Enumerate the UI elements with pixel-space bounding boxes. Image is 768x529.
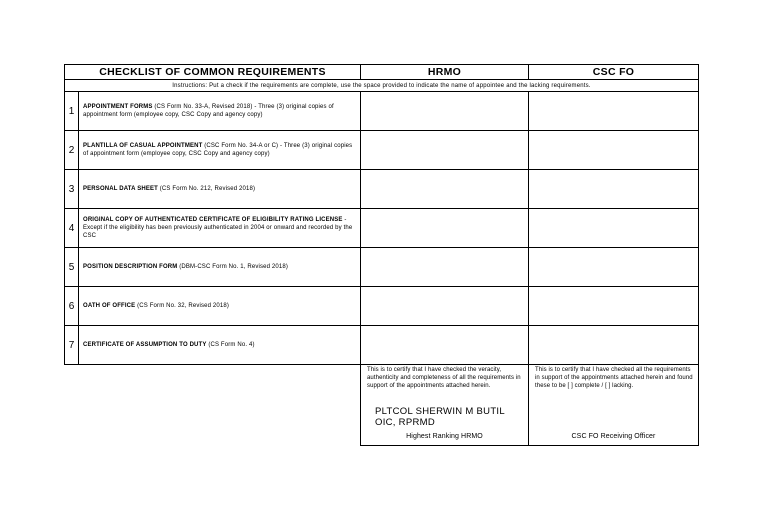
hrmo-signature-label: Highest Ranking HRMO [406, 433, 483, 440]
requirement-row [65, 326, 699, 365]
requirement-number: 4 [65, 209, 79, 248]
requirement-row [65, 248, 699, 287]
csc-certification-text: This is to certify that I have checked all the requirements in support of the appointments attached herein and found these to be [ ] complete / [ ] lacking. [535, 367, 693, 389]
instructions-text: Instructions: Put a check if the requirements are complete, use the space provided to indicate the name of appointee and the lacking requirements. [65, 80, 699, 92]
requirement-detail: (DBM-CSC Form No. 1, Revised 2018) [177, 264, 289, 270]
requirement-description [79, 248, 361, 287]
requirement-number: 3 [65, 170, 79, 209]
requirement-title: OATH OF OFFICE [83, 303, 136, 309]
hrmo-check-cell[interactable] [361, 248, 529, 287]
hrmo-certification-text: This is to certify that I have checked the veracity, authenticity and completeness of all the requirements in support of the appointments attached herein. [367, 367, 521, 389]
csc-fo-check-cell[interactable] [529, 170, 699, 209]
certification-area [360, 365, 699, 446]
requirement-title: POSITION DESCRIPTION FORM [83, 264, 178, 270]
requirement-detail: (CS Form No. 4) [206, 342, 255, 348]
hrmo-check-cell[interactable] [361, 131, 529, 170]
csc-fo-check-cell[interactable] [529, 326, 699, 365]
checklist-sheet [64, 64, 698, 365]
csc-fo-check-cell[interactable] [529, 209, 699, 248]
requirement-row [65, 92, 699, 131]
requirement-detail: (CS Form No. 212, Revised 2018) [157, 186, 256, 192]
hrmo-signer-name: PLTCOL SHERWIN M BUTIL [375, 406, 505, 417]
csc-fo-check-cell[interactable] [529, 287, 699, 326]
requirement-row [65, 209, 699, 248]
csc-certification-box [528, 365, 699, 446]
table-header-row [65, 65, 699, 80]
csc-fo-column-header: CSC FO [529, 65, 699, 80]
requirement-detail: (CSC Form No. 34-A or C) - Three (3) original copies of appointment form (employee copy, CSC Copy and agency copy) [83, 143, 353, 157]
hrmo-check-cell[interactable] [361, 287, 529, 326]
requirement-title: APPOINTMENT FORMS [83, 104, 153, 110]
requirement-detail: - Except if the eligibility has been previously authenticated in 2004 or onward and recorded by the CSC [83, 217, 353, 239]
csc-signature-label: CSC FO Receiving Officer [571, 433, 656, 440]
requirement-number: 2 [65, 131, 79, 170]
hrmo-check-cell[interactable] [361, 326, 529, 365]
requirement-row [65, 170, 699, 209]
requirement-description [79, 326, 361, 365]
hrmo-certification-box [360, 365, 529, 446]
requirements-table [64, 64, 699, 365]
requirement-detail: (CS Form No. 32, Revised 2018) [135, 303, 230, 309]
checklist-title: CHECKLIST OF COMMON REQUIREMENTS [65, 65, 361, 80]
requirement-number: 7 [65, 326, 79, 365]
csc-fo-check-cell[interactable] [529, 131, 699, 170]
csc-fo-check-cell[interactable] [529, 92, 699, 131]
hrmo-column-header: HRMO [361, 65, 529, 80]
requirement-number: 5 [65, 248, 79, 287]
requirement-description [79, 170, 361, 209]
instructions-row [65, 80, 699, 92]
hrmo-signer [375, 406, 505, 428]
requirement-title: PERSONAL DATA SHEET [83, 186, 158, 192]
requirement-number: 6 [65, 287, 79, 326]
csc-fo-check-cell[interactable] [529, 248, 699, 287]
requirement-row [65, 131, 699, 170]
requirement-description [79, 209, 361, 248]
requirement-description [79, 131, 361, 170]
requirement-row [65, 287, 699, 326]
requirement-title: ORIGINAL COPY OF AUTHENTICATED CERTIFICATE OF ELIGIBILITY RATING LICENSE [83, 217, 343, 223]
hrmo-check-cell[interactable] [361, 170, 529, 209]
requirement-description [79, 92, 361, 131]
requirement-number: 1 [65, 92, 79, 131]
requirement-title: CERTIFICATE OF ASSUMPTION TO DUTY [83, 342, 207, 348]
hrmo-check-cell[interactable] [361, 92, 529, 131]
hrmo-check-cell[interactable] [361, 209, 529, 248]
hrmo-signer-title: OIC, RPRMD [375, 417, 435, 428]
requirement-description [79, 287, 361, 326]
requirement-title: PLANTILLA OF CASUAL APPOINTMENT [83, 143, 203, 149]
requirement-detail: (CS Form No. 33-A, Revised 2018) - Three (3) original copies of appointment form (employee copy, CSC Copy and agency copy) [83, 104, 334, 118]
